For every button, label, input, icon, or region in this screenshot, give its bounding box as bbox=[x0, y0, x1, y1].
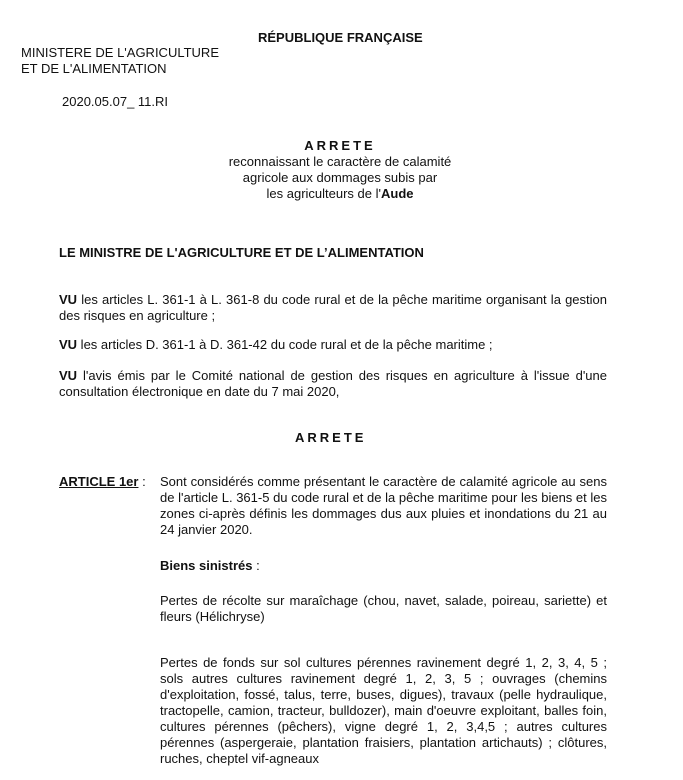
article-1-text: Sont considérés comme présentant le caractère de calamité agricole au sens de l'article L. 361-5 du code rural et de la pêche maritime pour les biens et les zones ci-après définis les dommages dus aux pluies et inondations du 21 au 24 janvier 2020. bbox=[160, 474, 607, 537]
department-name: Aude bbox=[380, 186, 414, 201]
article-1-colon: : bbox=[138, 474, 146, 489]
decree-subtitle-prefix: les agriculteurs de l' bbox=[266, 186, 381, 201]
harvest-loss-paragraph: Pertes de récolte sur maraîchage (chou, navet, salade, poireau, sariette) et fleurs (Hélichryse) bbox=[160, 593, 607, 624]
ministry-name bbox=[21, 45, 219, 77]
vu-text: l'avis émis par le Comité national de gestion des risques en agriculture à l'issue d'une consultation électronique en date du 7 mai 2020, bbox=[59, 368, 607, 399]
vu-label: VU bbox=[59, 368, 78, 383]
ministry-line-2: ET DE L'ALIMENTATION bbox=[21, 61, 167, 76]
vu-paragraph bbox=[59, 368, 607, 400]
land-loss-paragraph: Pertes de fonds sur sol cultures pérennes ravinement degré 1, 2, 3, 4, 5 ; sols autres cultures ravinement degré 1, 2, 3, 5 ; ouvrages (chemins d'exploitation, fossé, talus, terre, buses, digues), travaux (pelle hydraulique, tractopelle, camion, tracteur, bulldozer), main d'oeuvre exploitant, balles foin, cultures pérennes (pêchers), vigne degré 1, 2, 3,4,5 ; autres cultures pérennes (aspergeraie, plantation fraisiers, plantation artichauts) ; clôtures, ruches, cheptel vif-agneaux bbox=[160, 655, 607, 766]
decree-subtitle-line-1: reconnaissant le caractère de calamité bbox=[228, 154, 452, 169]
biens-sinistres-label bbox=[160, 558, 260, 574]
vu-label: VU bbox=[59, 337, 78, 352]
vu-label: VU bbox=[59, 292, 78, 307]
article-1-label bbox=[59, 474, 146, 490]
vu-text: les articles D. 361-1 à D. 361-42 du code rural et de la pêche maritime ; bbox=[77, 337, 493, 352]
reference-number: 2020.05.07_ 11.RI bbox=[62, 94, 169, 109]
biens-sinistres-colon: : bbox=[252, 558, 260, 573]
arrete-heading: ARRETE bbox=[295, 430, 367, 445]
article-1-title: ARTICLE 1er bbox=[59, 474, 139, 489]
decree-subtitle-line-3 bbox=[200, 186, 480, 202]
republic-heading: RÉPUBLIQUE FRANÇAISE bbox=[258, 30, 423, 45]
biens-sinistres-title: Biens sinistrés bbox=[160, 558, 253, 573]
decree-title bbox=[200, 138, 480, 202]
decree-heading: ARRETE bbox=[304, 138, 376, 153]
ministry-line-1: MINISTERE DE L'AGRICULTURE bbox=[21, 45, 219, 60]
minister-heading: LE MINISTRE DE L'AGRICULTURE ET DE L’ALIMENTATION bbox=[59, 245, 424, 260]
decree-subtitle-line-2: agricole aux dommages subis par bbox=[242, 170, 438, 185]
vu-text: les articles L. 361-1 à L. 361-8 du code rural et de la pêche maritime organisant la gestion des risques en agriculture ; bbox=[59, 292, 607, 323]
vu-paragraph bbox=[59, 292, 607, 324]
vu-paragraph bbox=[59, 337, 607, 353]
